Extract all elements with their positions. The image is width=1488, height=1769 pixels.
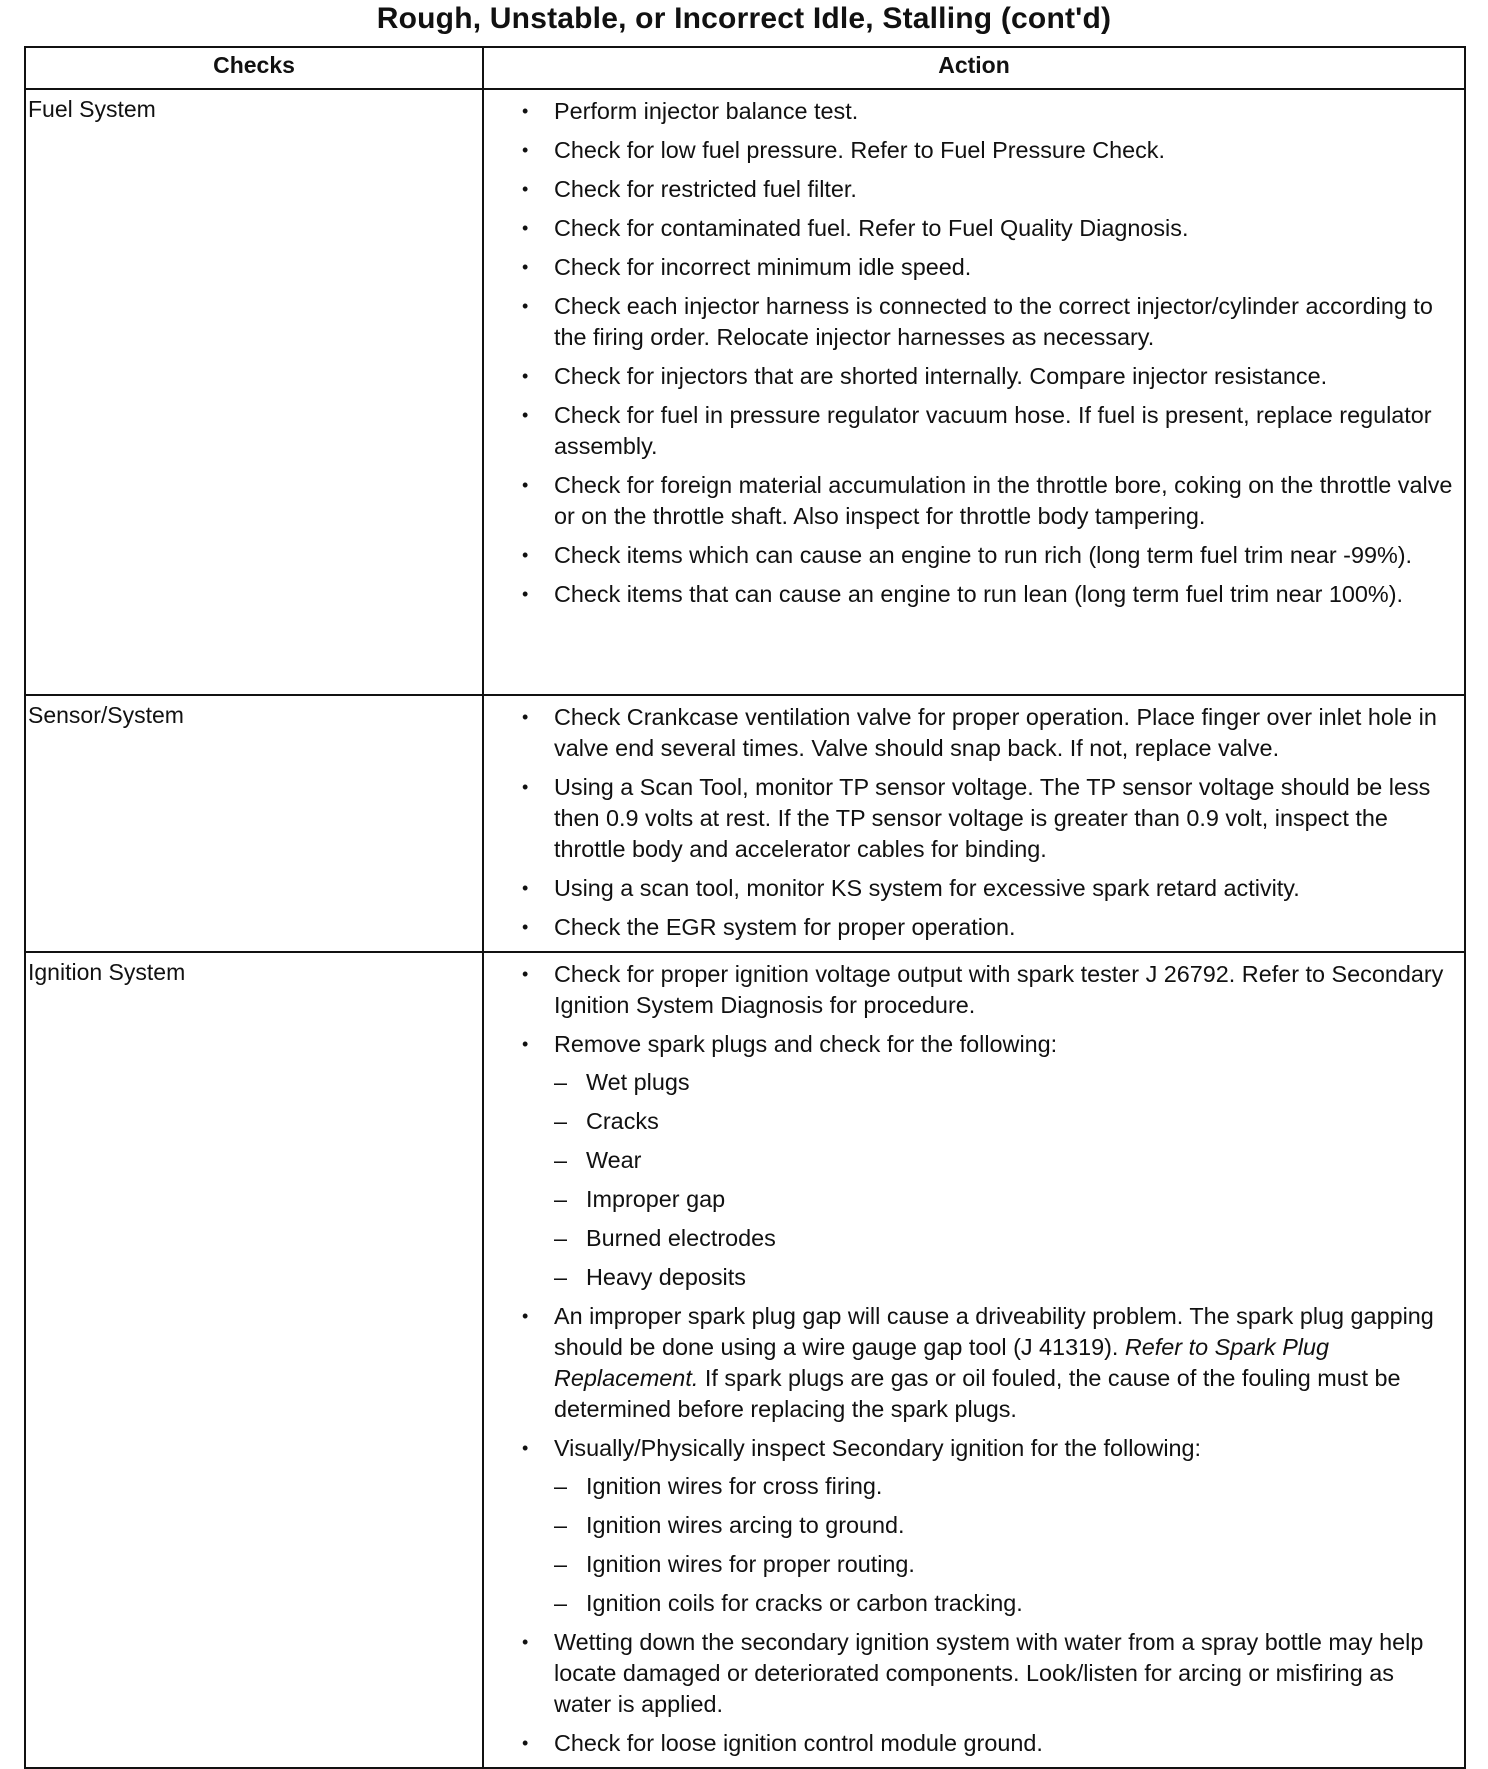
- diagnosis-table: [24, 46, 1466, 1769]
- table-row: [25, 89, 1465, 695]
- page-title: Rough, Unstable, or Incorrect Idle, Stalling (cont'd): [376, 2, 1112, 35]
- list-item-text: An improper spark plug gap will cause a driveability problem. The spark plug gapping should be done using a wire gauge gap tool (J 41319).: [554, 1303, 1434, 1360]
- list-item: • Check for proper ignition voltage output with spark tester J 26792. Refer to Secondary Ignition System Diagnosis for procedure.: [522, 959, 1454, 1021]
- table-row: [25, 695, 1465, 952]
- list-item: • Check items that can cause an engine to run lean (long term fuel trim near 100%).: [522, 579, 1454, 610]
- sub-item: – Heavy deposits: [554, 1262, 1454, 1293]
- sub-item: – Wet plugs: [554, 1067, 1454, 1098]
- list-item: • Check the EGR system for proper operation.: [522, 912, 1454, 943]
- header-action: Action: [483, 47, 1465, 89]
- list-item: • Using a Scan Tool, monitor TP sensor voltage. The TP sensor voltage should be less then 0.9 volts at rest. If the TP sensor voltage is greater than 0.9 volt, inspect the throttle body and accelerator cables for binding.: [522, 772, 1454, 865]
- action-list: [522, 96, 1454, 610]
- sub-item: – Burned electrodes: [554, 1223, 1454, 1254]
- list-item: • Check for restricted fuel filter.: [522, 174, 1454, 205]
- list-item: • Check for low fuel pressure. Refer to Fuel Pressure Check.: [522, 135, 1454, 166]
- action-list: [522, 959, 1454, 1759]
- list-item: • Check for incorrect minimum idle speed.: [522, 252, 1454, 283]
- action-cell: [483, 952, 1465, 1768]
- list-item: [522, 1433, 1454, 1619]
- sub-item: – Cracks: [554, 1106, 1454, 1137]
- check-ignition-system: Ignition System: [25, 952, 483, 1768]
- sub-item: – Improper gap: [554, 1184, 1454, 1215]
- sub-item: – Ignition coils for cracks or carbon tracking.: [554, 1588, 1454, 1619]
- reference-link-text: Refer to Spark Plug Replacement.: [554, 1334, 1330, 1391]
- sub-item: – Ignition wires for cross firing.: [554, 1471, 1454, 1502]
- list-item: • Check items which can cause an engine to run rich (long term fuel trim near -99%).: [522, 540, 1454, 571]
- list-item: • Check for fuel in pressure regulator vacuum hose. If fuel is present, replace regulator assembly.: [522, 400, 1454, 462]
- action-cell: [483, 89, 1465, 695]
- check-sensor-system: Sensor/System: [25, 695, 483, 952]
- check-fuel-system: Fuel System: [25, 89, 483, 695]
- header-row: [25, 47, 1465, 89]
- list-item: • Check for loose ignition control module ground.: [522, 1728, 1454, 1759]
- list-item: • Check for foreign material accumulation in the throttle bore, coking on the throttle valve or on the throttle shaft. Also inspect for throttle body tampering.: [522, 470, 1454, 532]
- list-item: [522, 1301, 1454, 1425]
- sub-item: – Wear: [554, 1145, 1454, 1176]
- list-item: • Perform injector balance test.: [522, 96, 1454, 127]
- list-item: • Using a scan tool, monitor KS system for excessive spark retard activity.: [522, 873, 1454, 904]
- list-item-text: If spark plugs are gas or oil fouled, the cause of the fouling must be determined before replacing the spark plugs.: [554, 1365, 1401, 1422]
- list-item: • Check Crankcase ventilation valve for proper operation. Place finger over inlet hole in valve end several times. Valve should snap back. If not, replace valve.: [522, 702, 1454, 764]
- sub-list: [554, 1067, 1454, 1293]
- sub-item: – Ignition wires for proper routing.: [554, 1549, 1454, 1580]
- list-item-text: Visually/Physically inspect Secondary ignition for the following:: [554, 1435, 1202, 1461]
- list-item: • Check for injectors that are shorted internally. Compare injector resistance.: [522, 361, 1454, 392]
- sub-list: [554, 1471, 1454, 1619]
- list-item: [522, 1029, 1454, 1293]
- sub-item: – Ignition wires arcing to ground.: [554, 1510, 1454, 1541]
- action-list: [522, 702, 1454, 943]
- list-item: • Check each injector harness is connected to the correct injector/cylinder according to the firing order. Relocate injector harnesses as necessary.: [522, 291, 1454, 353]
- list-item: • Check for contaminated fuel. Refer to Fuel Quality Diagnosis.: [522, 213, 1454, 244]
- list-item-text: Remove spark plugs and check for the following:: [554, 1031, 1058, 1057]
- header-checks: Checks: [25, 47, 483, 89]
- table-row: [25, 952, 1465, 1768]
- list-item: • Wetting down the secondary ignition system with water from a spray bottle may help locate damaged or deteriorated components. Look/listen for arcing or misfiring as water is applied.: [522, 1627, 1454, 1720]
- action-cell: [483, 695, 1465, 952]
